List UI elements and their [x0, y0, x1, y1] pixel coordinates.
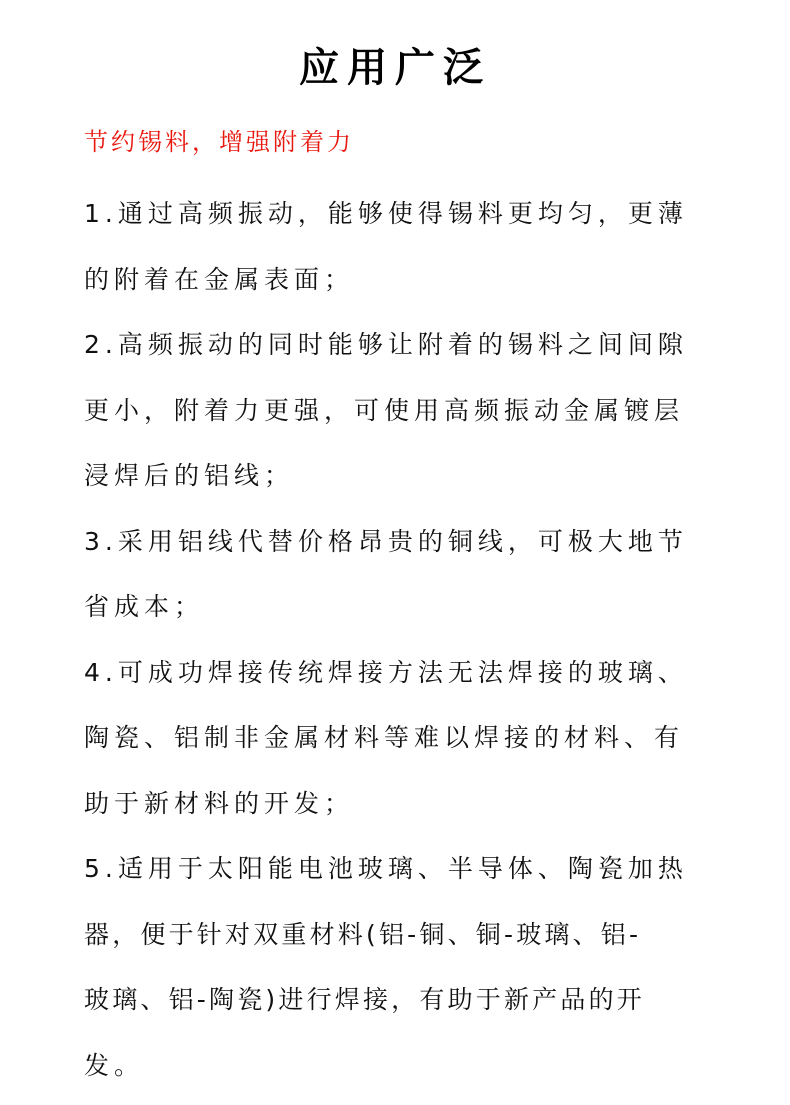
section-subtitle: 节约锡料，增强附着力: [84, 128, 354, 156]
body-text: [84, 181, 710, 1098]
text-line: 2.高频振动的同时能够让附着的锡料之间间隙: [84, 330, 688, 359]
text-line: 的附着在金属表面；: [84, 264, 355, 294]
text-line: 玻璃、铝-陶瓷)进行焊接，有助于新产品的开: [84, 985, 645, 1014]
text-line: 更小，附着力更强，可使用高频振动金属镀层: [84, 395, 685, 425]
text-line: 4.可成功焊接传统焊接方法无法焊接的玻璃、: [84, 657, 688, 687]
text-line: 省成本；: [84, 592, 205, 621]
text-line: 1.通过高频振动，能够使得锡料更均匀，更薄: [84, 199, 688, 228]
text-line: 器，便于针对双重材料(铝-铜、铜-玻璃、铝-: [84, 919, 642, 949]
text-line: 3.采用铝线代替价格昂贵的铜线，可极大地节: [84, 526, 688, 556]
text-line: 发。: [84, 1050, 145, 1080]
page-title: 应用广泛: [299, 45, 491, 91]
text-line: 5.适用于太阳能电池玻璃、半导体、陶瓷加热: [84, 854, 688, 883]
text-line: 陶瓷、铝制非金属材料等难以焊接的材料、有: [84, 723, 685, 752]
text-line: 浸焊后的铝线；: [84, 461, 295, 490]
text-line: 助于新材料的开发；: [84, 788, 355, 818]
